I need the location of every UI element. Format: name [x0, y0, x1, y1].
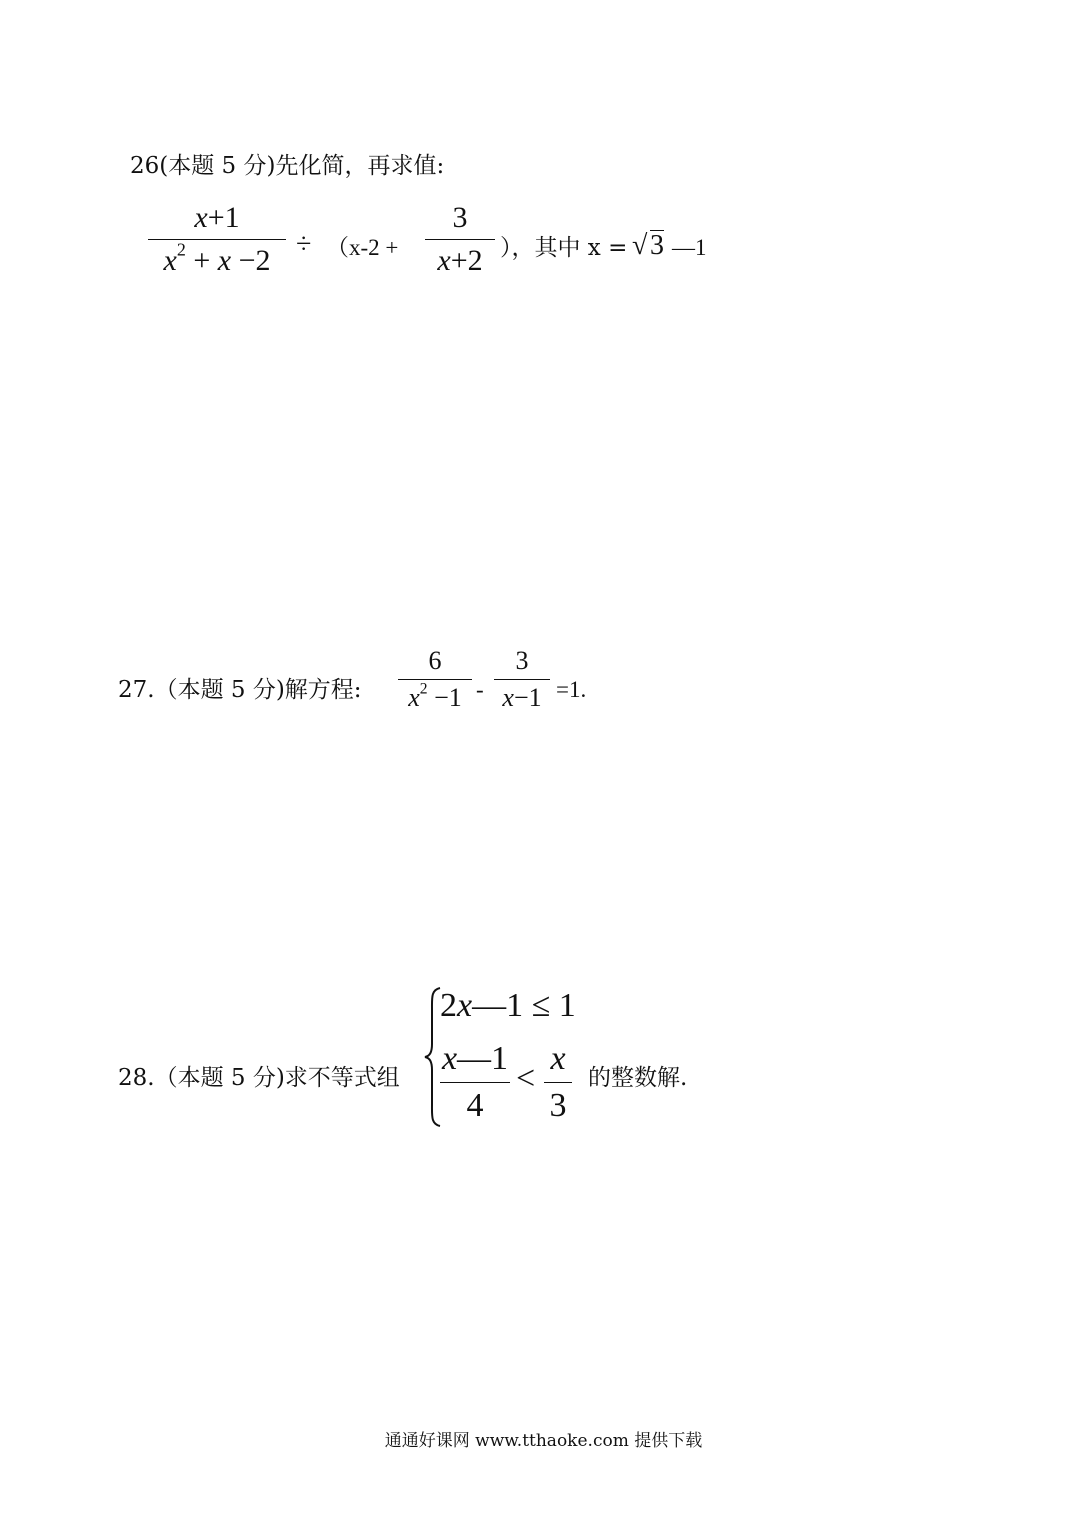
problem-27-fraction-1	[398, 646, 472, 713]
inequality-line-1	[440, 986, 576, 1026]
line-1-rest: —1 ≤ 1	[472, 987, 576, 1024]
fraction-2-denominator-x: x	[502, 683, 514, 712]
fraction-2-denominator-x: x	[437, 244, 451, 277]
problem-26-heading: 26(本题 5 分)先化简，再求值:	[130, 153, 445, 179]
line-1-coefficient: 2	[440, 987, 457, 1024]
square-root-radicand: 3	[650, 230, 664, 261]
problem-26-fraction-2	[425, 200, 495, 279]
fraction-1-denominator-rest: −2	[238, 244, 271, 277]
problem-26-paren-open: （x-2 +	[326, 235, 399, 260]
fraction-1-numerator: 6	[428, 646, 442, 675]
fraction-2-denominator-rest: +2	[450, 244, 483, 277]
problem-26-tail: ），其中 x =	[500, 235, 628, 261]
fraction-1-denominator-x2: x	[217, 244, 232, 277]
fraction-1-plus: +	[193, 244, 211, 277]
fraction-2-denominator-rest: −1	[513, 683, 542, 712]
square-root-sign: √	[632, 230, 648, 261]
problem-28-fraction-right	[544, 1040, 572, 1125]
fraction-1-denominator-x: x	[408, 683, 420, 712]
problem-27-heading: 27.（本题 5 分)解方程:	[118, 677, 362, 703]
division-sign: ÷	[296, 229, 312, 260]
less-than-sign: <	[516, 1060, 536, 1097]
problem-28-tail: 的整数解.	[588, 1065, 688, 1091]
fraction-1-numerator-variable: x	[194, 201, 208, 234]
minus-sign: -	[476, 677, 484, 702]
left-fraction-numerator-rest: —1	[457, 1040, 509, 1077]
problem-28-heading: 28.（本题 5 分)求不等式组	[118, 1065, 400, 1091]
problem-27-fraction-2	[494, 646, 550, 713]
problem-27-tail: =1.	[556, 677, 587, 702]
problem-28-fraction-left	[440, 1040, 510, 1125]
right-fraction-numerator: x	[550, 1040, 566, 1077]
problem-26-fraction-1	[148, 200, 286, 279]
fraction-2-numerator: 3	[452, 201, 468, 234]
fraction-1-exponent: 2	[176, 239, 186, 260]
left-fraction-denominator: 4	[466, 1087, 484, 1124]
fraction-1-numerator-rest: +1	[207, 201, 240, 234]
fraction-1-denominator-x: x	[163, 244, 177, 277]
footer-credit: 通通好课网 www.tthaoke.com 提供下载	[384, 1431, 703, 1451]
right-fraction-denominator: 3	[549, 1087, 567, 1124]
line-1-variable: x	[457, 987, 473, 1024]
left-fraction-numerator-variable: x	[441, 1040, 458, 1077]
fraction-1-exponent: 2	[419, 680, 428, 698]
problem-26-minus-one: —1	[672, 235, 707, 260]
fraction-1-denominator-rest: −1	[434, 683, 462, 712]
fraction-2-numerator: 3	[515, 646, 529, 675]
